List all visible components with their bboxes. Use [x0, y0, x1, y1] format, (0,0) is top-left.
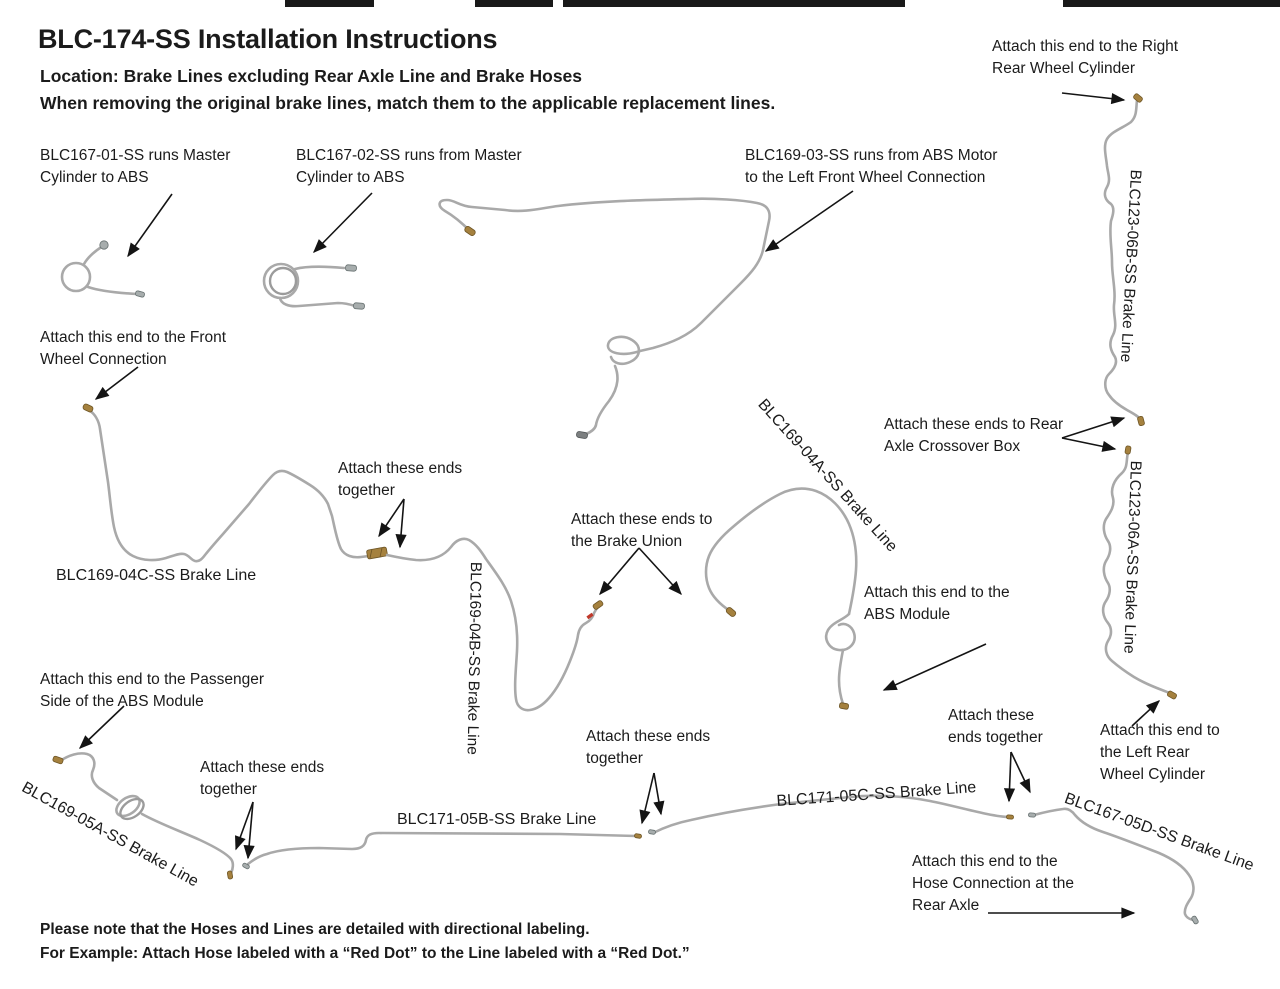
fitting: [1028, 813, 1035, 818]
fitting: [1137, 416, 1145, 426]
brake-line-blc169-04b: [387, 539, 604, 710]
label-blc169-04b: BLC169-04B-SS Brake Line: [463, 561, 484, 755]
brake-line-blc167-02: [264, 264, 365, 309]
arrow-brake-union-1: [600, 548, 639, 594]
label-blc123-06a: BLC123-06A-SS Brake Line: [1120, 460, 1144, 654]
arrow-brake-union-2: [639, 548, 681, 594]
label-blc169-05a: BLC169-05A-SS Brake Line: [18, 779, 202, 891]
arrow-ends-right-2: [1011, 752, 1030, 792]
arrow-blc167-02: [314, 193, 372, 252]
callout-ends-together-mid: Attach these ends together: [586, 728, 711, 767]
label-blc123-06b: BLC123-06B-SS Brake Line: [1116, 169, 1144, 363]
footer-note-2: For Example: Attach Hose labeled with a “Red Dot” to the Line labeled with a “Red Dot.”: [40, 945, 690, 962]
fitting: [82, 403, 94, 413]
callout-ends-together-right: Attach these ends together: [948, 707, 1043, 746]
fitting: [464, 225, 476, 236]
callout-hose-connection: Attach this end to the Hose Connection at the Rear Axle: [912, 853, 1074, 914]
callout-blc167-01: BLC167-01-SS runs Master Cylinder to ABS: [40, 147, 231, 186]
callout-ends-together-left: Attach these ends together: [200, 759, 325, 798]
label-blc171-05b: BLC171-05B-SS Brake Line: [397, 811, 597, 828]
page-title: BLC-174-SS Installation Instructions: [38, 24, 498, 54]
footer-note-1: Please note that the Hoses and Lines are detailed with directional labeling.: [40, 921, 590, 938]
callout-passenger-abs: Attach this end to the Passenger Side of the ABS Module: [40, 671, 265, 710]
label-blc167-05d: BLC167-05D-SS Brake Line: [1062, 790, 1257, 875]
fitting: [227, 871, 233, 880]
callout-right-rear-wheel: Attach this end to the Right Rear Wheel Cylinder: [992, 38, 1179, 77]
label-blc171-05c: BLC171-05C-SS Brake Line: [776, 779, 977, 810]
fitting: [100, 241, 108, 249]
fitting: [135, 290, 145, 297]
fitting: [353, 303, 364, 310]
arrow-front-wheel: [96, 367, 138, 399]
fitting: [634, 833, 642, 838]
arrow-union-ends-1: [379, 499, 404, 536]
brake-line-blc171-05b: [242, 833, 642, 869]
fitting: [1133, 93, 1143, 103]
fitting: [52, 756, 63, 765]
arrow-ends-mid-1: [642, 773, 654, 823]
label-blc169-04a: BLC169-04A-SS Brake Line: [754, 396, 901, 556]
arrow-ends-mid-2: [654, 773, 661, 814]
location-subtitle: Location: Brake Lines excluding Rear Axle Line and Brake Hoses: [40, 66, 583, 86]
arrow-right-rear-wheel: [1062, 93, 1124, 100]
fitting: [592, 600, 603, 610]
arrow-ends-right-1: [1009, 752, 1011, 801]
callout-ends-together-union-left: Attach these ends together: [338, 460, 463, 499]
arrow-blc169-03: [766, 191, 853, 251]
fitting: [839, 702, 849, 709]
callout-left-rear-wheel: Attach this end to the Left Rear Wheel Cylinder: [1100, 722, 1220, 783]
label-blc169-04c: BLC169-04C-SS Brake Line: [56, 567, 257, 584]
brake-union-fitting: [366, 547, 387, 559]
fitting: [648, 829, 656, 834]
callout-rear-axle-crossover: Attach these ends to Rear Axle Crossover Box: [884, 416, 1064, 455]
fitting: [576, 431, 588, 439]
fitting: [1191, 915, 1199, 924]
callout-blc169-03: BLC169-03-SS runs from ABS Motor to the Left Front Wheel Connection: [745, 147, 998, 186]
fitting: [1167, 690, 1178, 699]
removal-note-subtitle: When removing the original brake lines, match them to the applicable replacement lines.: [40, 93, 776, 113]
arrow-union-ends-2: [400, 499, 404, 547]
fitting: [345, 265, 356, 272]
callout-blc167-02: BLC167-02-SS runs from Master Cylinder to ABS: [296, 147, 522, 186]
fitting: [1006, 815, 1013, 820]
fitting: [1125, 446, 1132, 455]
arrow-abs-module: [884, 644, 986, 690]
callout-front-wheel: Attach this end to the Front Wheel Connection: [40, 329, 227, 368]
callout-abs-module: Attach this end to the ABS Module: [864, 584, 1010, 623]
brake-line-blc169-03: [440, 199, 770, 439]
callout-brake-union: Attach these ends to the Brake Union: [571, 511, 713, 550]
arrow-blc167-01: [128, 194, 172, 256]
